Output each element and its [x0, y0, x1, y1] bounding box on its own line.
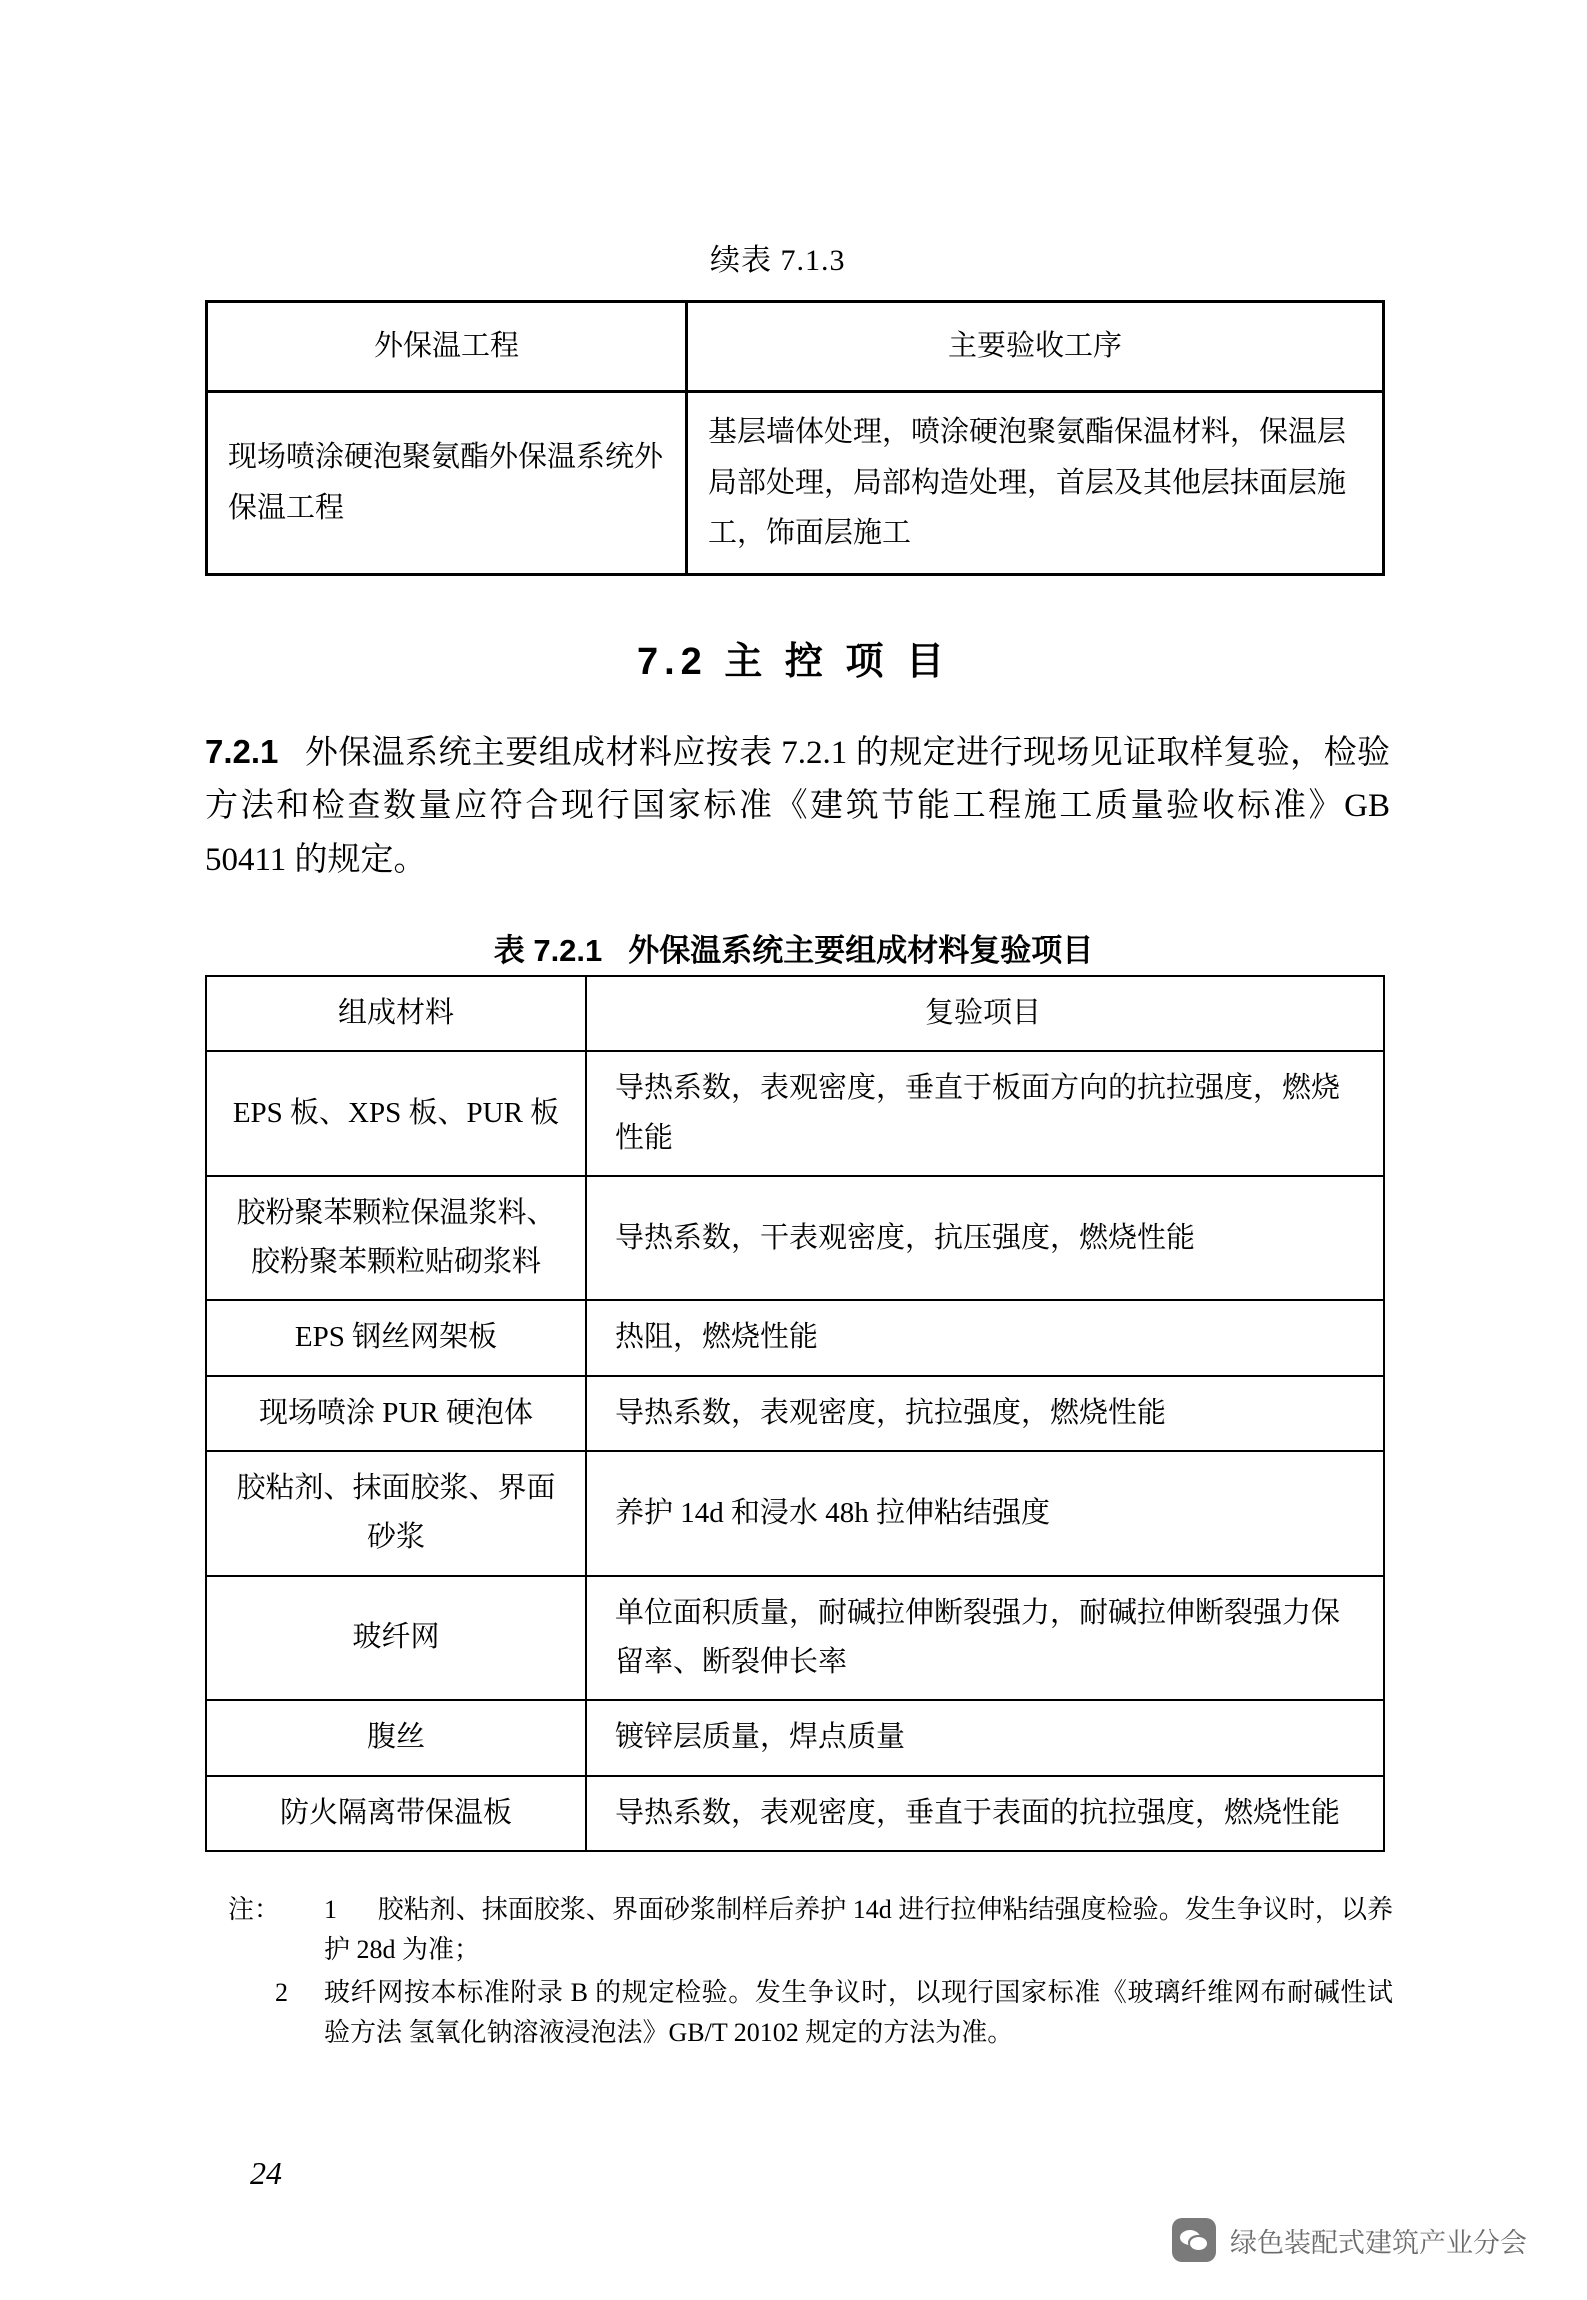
table-cell-component: 防火隔离带保温板	[206, 1776, 586, 1851]
clause-721	[205, 725, 1390, 887]
table-721-caption	[0, 925, 1587, 970]
table-cell-component: 玻纤网	[206, 1576, 586, 1701]
table-row	[206, 1051, 1384, 1176]
table-notes	[228, 1890, 1393, 2055]
table-cell-retest: 导热系数，表观密度，垂直于表面的抗拉强度，燃烧性能	[586, 1776, 1384, 1851]
table-row	[206, 1776, 1384, 1851]
note-text: 玻纤网按本标准附录 B 的规定检验。发生争议时，以现行国家标准《玻璃纤维网布耐碱性试验方法 氢氧化钠溶液浸泡法》GB/T 20102 规定的方法为准。	[324, 1977, 1393, 2047]
table-row	[206, 1300, 1384, 1375]
table-row	[206, 1576, 1384, 1701]
table-cell-component: EPS 钢丝网架板	[206, 1300, 586, 1375]
table-row	[206, 1451, 1384, 1576]
table-row	[206, 1700, 1384, 1775]
page-number: 24	[250, 2155, 282, 2191]
notes-label: 注：	[228, 1895, 281, 1924]
table-cell-process: 基层墙体处理，喷涂硬泡聚氨酯保温材料，保温层局部处理，局部构造处理，首层及其他层抹面层施工，饰面层施工	[687, 391, 1384, 574]
continued-table-713	[205, 300, 1385, 576]
note-index: 2	[275, 1977, 288, 2007]
note-item	[228, 1973, 1393, 2054]
table-cell-retest: 养护 14d 和浸水 48h 拉伸粘结强度	[586, 1451, 1384, 1576]
table-cell-retest: 导热系数，干表观密度，抗压强度，燃烧性能	[586, 1176, 1384, 1301]
table-cell-component: EPS 板、XPS 板、PUR 板	[206, 1051, 586, 1176]
section-heading: 7.2 主 控 项 目	[636, 641, 951, 683]
table-header-row	[206, 976, 1384, 1051]
table-row	[207, 391, 1384, 574]
footer-text: 绿色装配式建筑产业分会	[1230, 2227, 1527, 2258]
footer-watermark	[1172, 2218, 1527, 2262]
note-index: 1	[324, 1895, 337, 1924]
table-cell-material: 现场喷涂硬泡聚氨酯外保温系统外保温工程	[207, 391, 687, 574]
table-cell-retest: 热阻，燃烧性能	[586, 1300, 1384, 1375]
table-row	[206, 1176, 1384, 1301]
table-cell-retest: 单位面积质量，耐碱拉伸断裂强力，耐碱拉伸断裂强力保留率、断裂伸长率	[586, 1576, 1384, 1701]
clause-text: 外保温系统主要组成材料应按表 7.2.1 的规定进行现场见证取样复验，检验方法和检查数量应符合现行国家标准《建筑节能工程施工质量验收标准》GB 50411 的规定。	[205, 735, 1390, 878]
table-721-caption-title: 外保温系统主要组成材料复验项目	[628, 933, 1094, 968]
table-cell-retest: 镀锌层质量，焊点质量	[586, 1700, 1384, 1775]
table-cell-component: 腹丝	[206, 1700, 586, 1775]
clause-number: 7.2.1	[205, 733, 279, 770]
table-cell-component: 胶粉聚苯颗粒保温浆料、胶粉聚苯颗粒贴砌浆料	[206, 1176, 586, 1301]
table-cell-retest: 导热系数，表观密度，垂直于板面方向的抗拉强度，燃烧性能	[586, 1051, 1384, 1176]
table-cell-retest: 导热系数，表观密度，抗拉强度，燃烧性能	[586, 1376, 1384, 1451]
table-header-cell-material: 外保温工程	[207, 302, 687, 392]
continued-table-caption: 续表 7.1.3	[710, 244, 846, 277]
table-721-caption-prefix: 表 7.2.1	[493, 933, 603, 968]
table-header-cell-retest: 复验项目	[586, 976, 1384, 1051]
table-row	[206, 1376, 1384, 1451]
wechat-icon	[1172, 2218, 1216, 2262]
table-cell-component: 胶粘剂、抹面胶浆、界面砂浆	[206, 1451, 586, 1576]
table-cell-component: 现场喷涂 PUR 硬泡体	[206, 1376, 586, 1451]
table-header-cell-process: 主要验收工序	[687, 302, 1384, 392]
note-item	[228, 1890, 1393, 1971]
table-header-row	[207, 302, 1384, 392]
table-721	[205, 975, 1385, 1852]
note-text: 胶粘剂、抹面胶浆、界面砂浆制样后养护 14d 进行拉伸粘结强度检验。发生争议时，以养护 28d 为准；	[324, 1895, 1393, 1965]
table-header-cell-component: 组成材料	[206, 976, 586, 1051]
